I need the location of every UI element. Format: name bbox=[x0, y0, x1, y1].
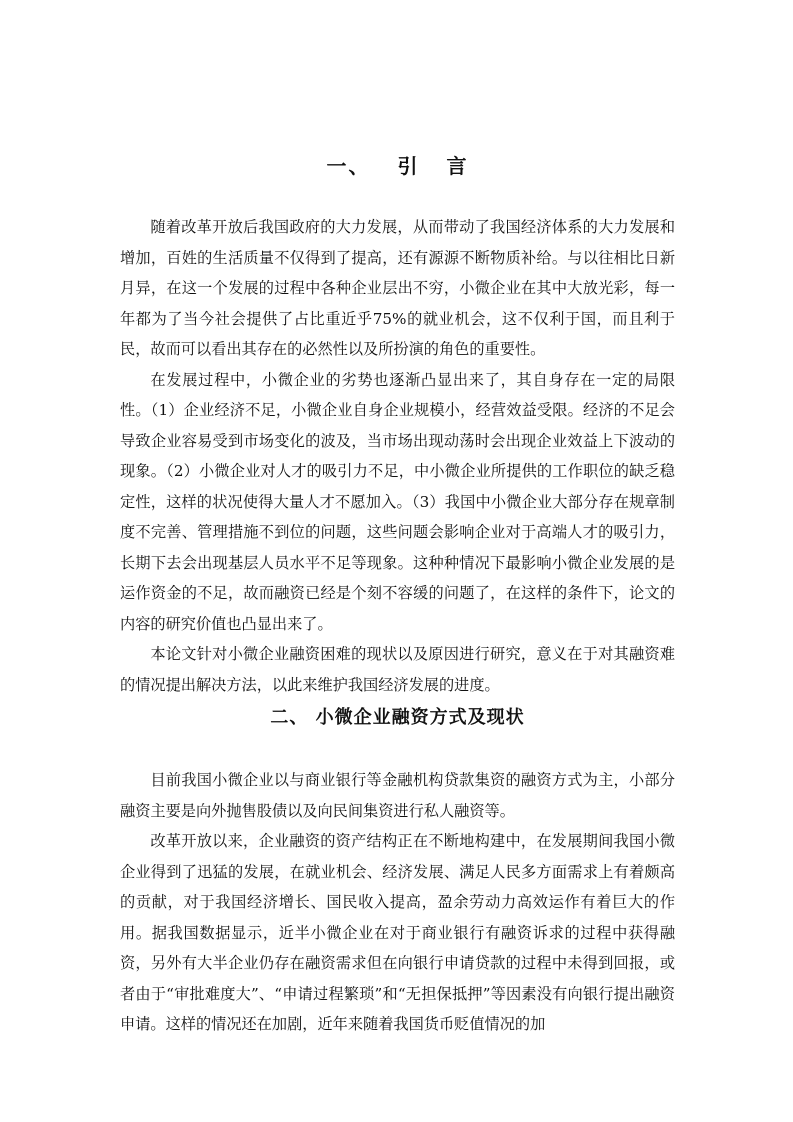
section-heading-financing-status: 二、 小微企业融资方式及现状 bbox=[270, 707, 525, 728]
paragraph: 目前我国小微企业以与商业银行等金融机构贷款集资的融资方式为主，小部分融资主要是向外抛售股债以及向民间集资进行私人融资等。 bbox=[120, 771, 675, 820]
section-body-introduction bbox=[120, 212, 675, 700]
paragraph: 改革开放以来，企业融资的资产结构正在不断地构建中，在发展期间我国小微企业得到了迅猛的发展，在就业机会、经济发展、满足人民多方面需求上有着颇高的贡献，对于我国经济增长、国民收入提高，盈余劳动力高效运作有着巨大的作用。据我国数据显示，近半小微企业在对于商业银行有融资诉求的过程中获得融资，另外有大半企业仍存在融资需求但在向银行申请贷款的过程中未得到回报，或者由于“审批难度大”、“申请过程繁琐”和“无担保抵押”等因素没有向银行提出融资申请。这样的情况还在加剧，近年来随着我国货币贬值情况的加 bbox=[120, 832, 675, 1033]
paragraph: 本论文针对小微企业融资困难的现状以及原因进行研究，意义在于对其融资难的情况提出解决方法，以此来维护我国经济发展的进度。 bbox=[120, 645, 675, 694]
paragraph: 在发展过程中，小微企业的劣势也逐渐凸显出来了，其自身存在一定的局限性。（1）企业经济不足，小微企业自身企业规模小，经营效益受限。经济的不足会导致企业容易受到市场变化的波及，当市场出现动荡时会出现企业效益上下波动的现象。（2）小微企业对人才的吸引力不足，中小微企业所提供的工作职位的缺乏稳定性，这样的状况使得大量人才不愿加入。（3）我国中小微企业大部分存在规章制度不完善、管理措施不到位的问题，这些问题会影响企业对于高端人才的吸引力，长期下去会出现基层人员水平不足等现象。这种种情况下最影响小微企业发展的是运作资金的不足，故而融资已经是个刻不容缓的问题了，在这样的条件下，论文的内容的研究价值也凸显出来了。 bbox=[120, 370, 675, 633]
section-heading-introduction: 一、 引 言 bbox=[326, 154, 469, 178]
paragraph: 随着改革开放后我国政府的大力发展，从而带动了我国经济体系的大力发展和增加，百姓的生活质量不仅得到了提高，还有源源不断物质补给。与以往相比日新月异，在这一个发展的过程中各种企业层出不穷，小微企业在其中大放光彩，每一年都为了当今社会提供了占比重近乎75%的就业机会，这不仅利于国，而且利于民，故而可以看出其存在的必然性以及所扮演的角色的重要性。 bbox=[120, 218, 675, 358]
section-body-financing-status bbox=[120, 765, 675, 1040]
